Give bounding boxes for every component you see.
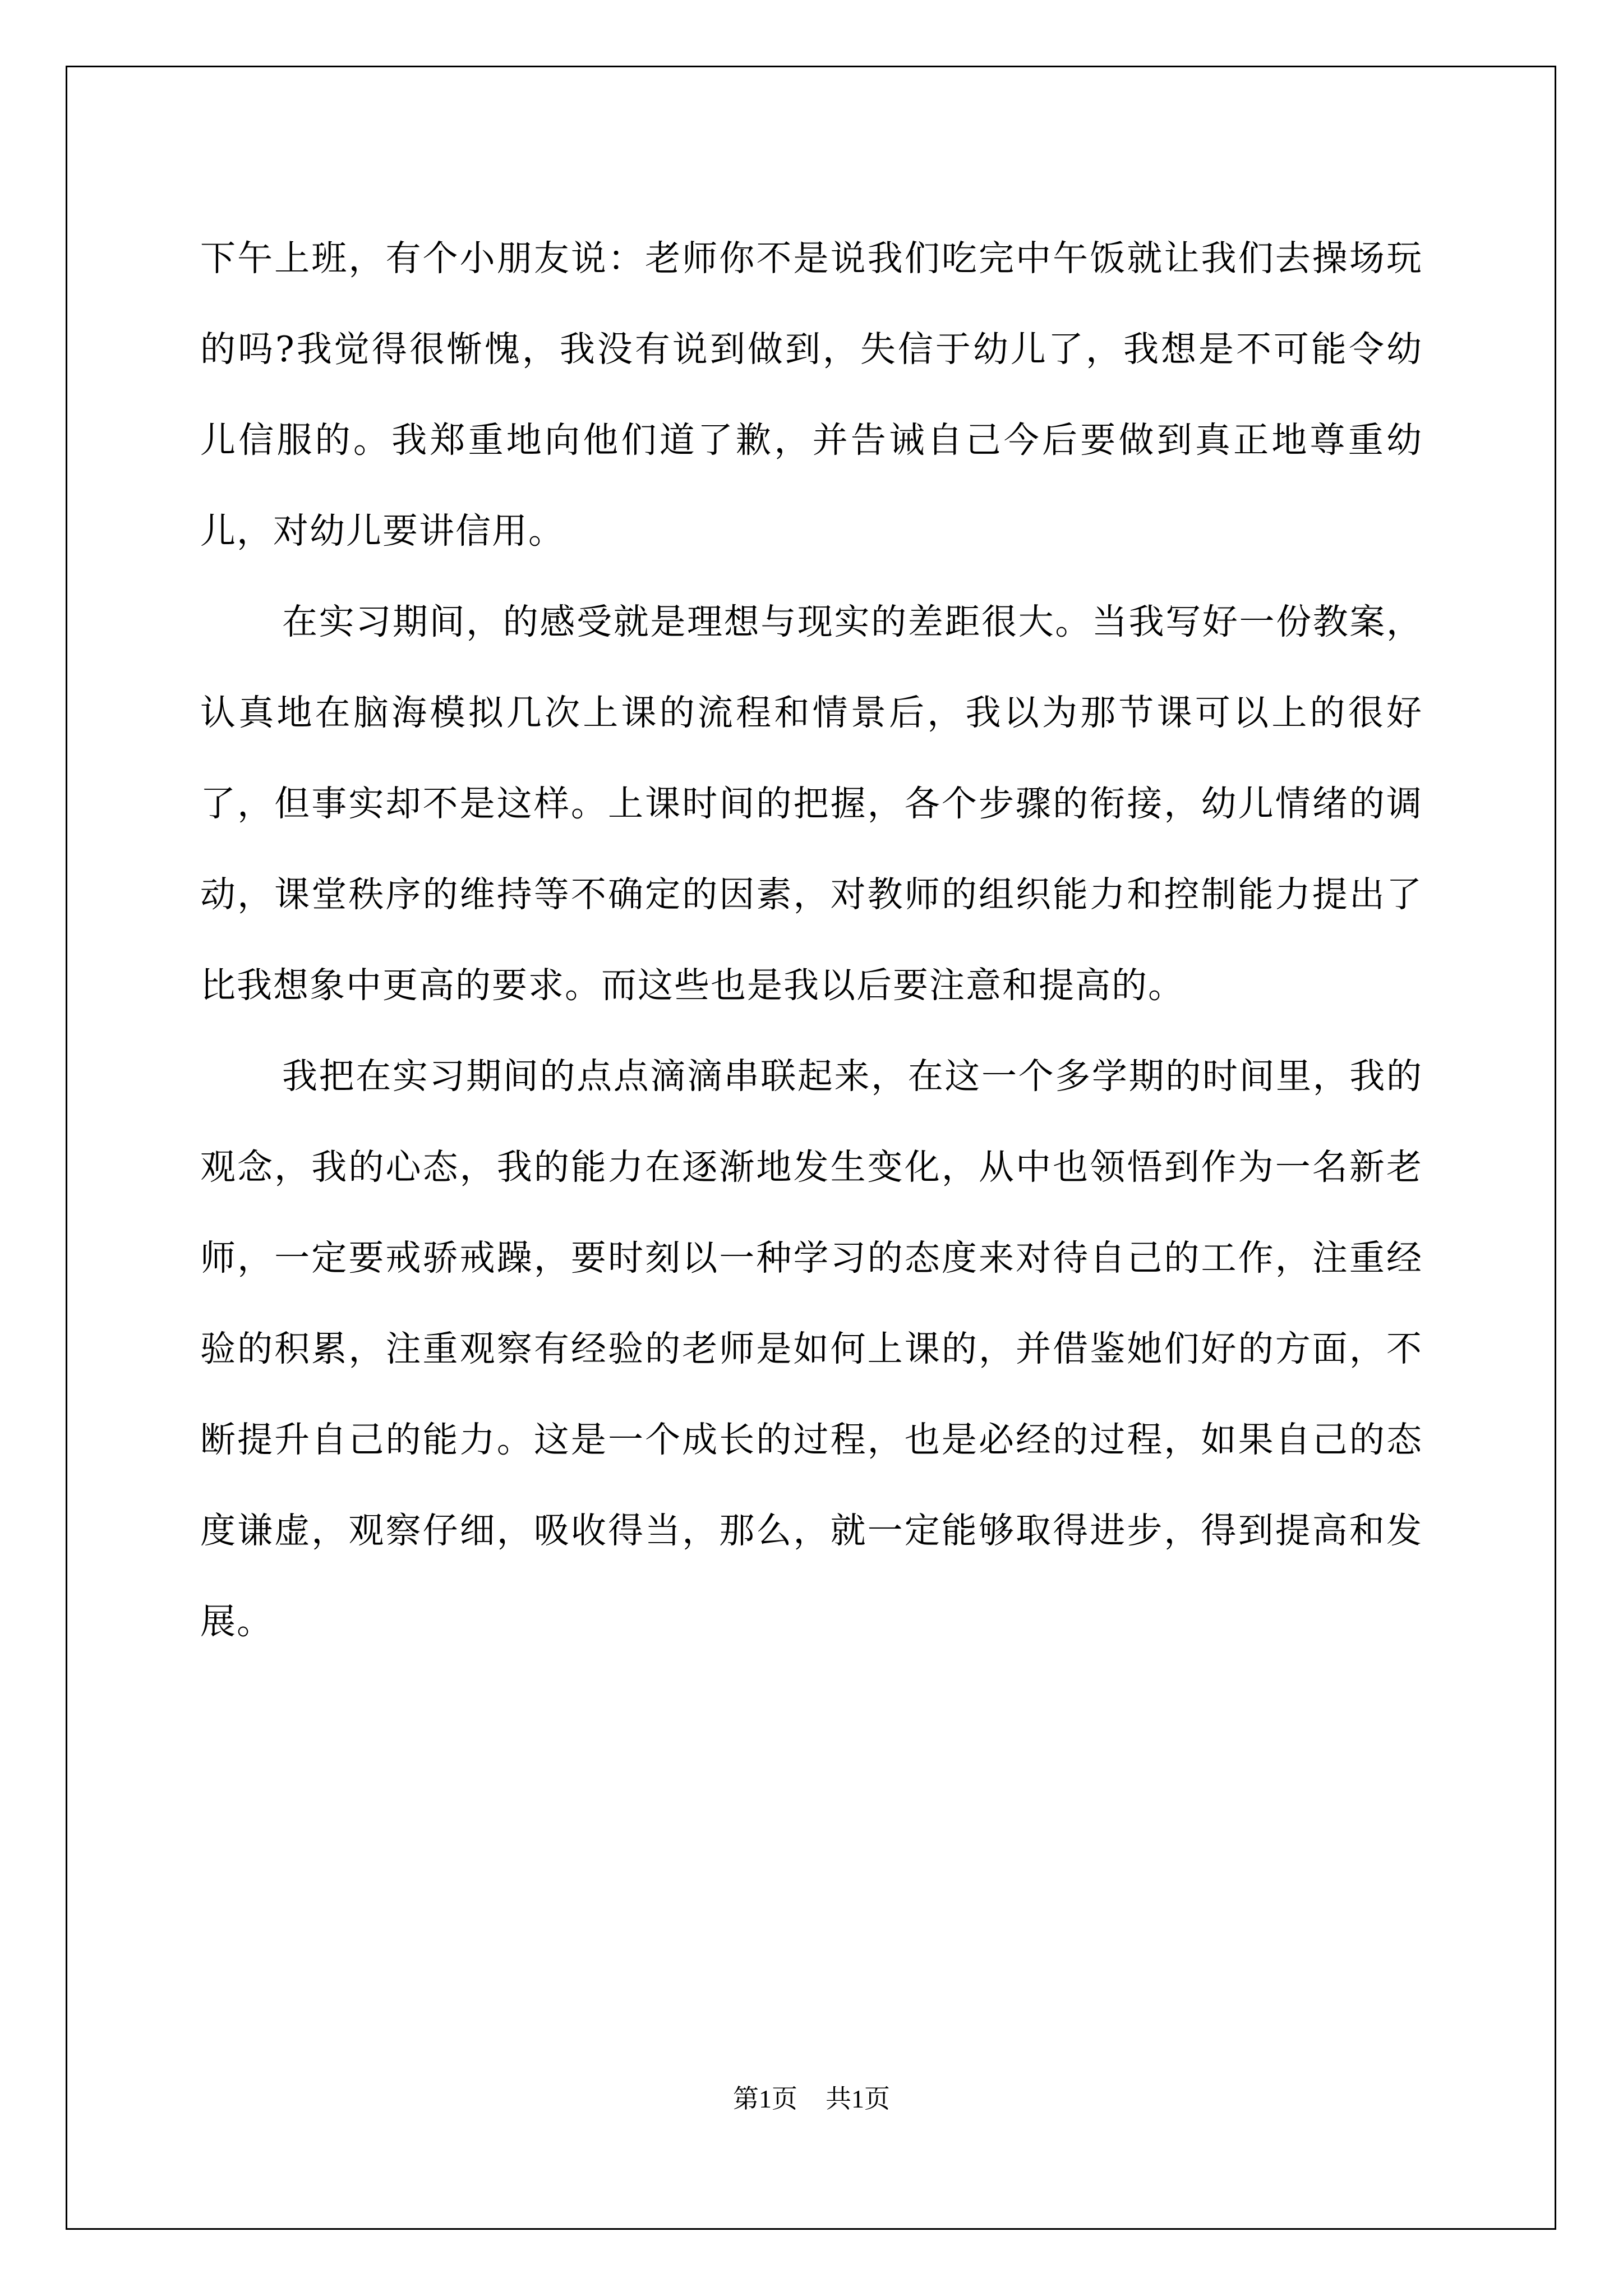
page-total: 共1页 (826, 2085, 890, 2113)
document-body (200, 213, 1423, 1667)
paragraph-1: 下午上班，有个小朋友说：老师你不是说我们吃完中午饭就让我们去操场玩的吗?我觉得很惭愧，我没有说到做到，失信于幼儿了，我想是不可能令幼儿信服的。我郑重地向他们道了歉，并告诫自己今后要做到真正地尊重幼儿，对幼儿要讲信用。 (200, 238, 1423, 551)
paragraph-3: 我把在实习期间的点点滴滴串联起来，在这一个多学期的时间里，我的观念，我的心态，我的能力在逐渐地发生变化，从中也领悟到作为一名新老师，一定要戒骄戒躁，要时刻以一种学习的态度来对待自己的工作，注重经验的积累，注重观察有经验的老师是如何上课的，并借鉴她们好的方面，不断提升自己的能力。这是一个成长的过程，也是必经的过程，如果自己的态度谦虚，观察仔细，吸收得当，那么，就一定能够取得进步，得到提高和发展。 (200, 1056, 1423, 1642)
page-number: 第1页 (733, 2085, 797, 2113)
paragraph-2: 在实习期间，的感受就是理想与现实的差距很大。当我写好一份教案，认真地在脑海模拟几次上课的流程和情景后，我以为那节课可以上的很好了，但事实却不是这样。上课时间的把握，各个步骤的衔接，幼儿情绪的调动，课堂秩序的维持等不确定的因素，对教师的组织能力和控制能力提出了比我想象中更高的要求。而这些也是我以后要注意和提高的。 (200, 601, 1423, 1006)
page-footer (0, 2082, 1623, 2116)
